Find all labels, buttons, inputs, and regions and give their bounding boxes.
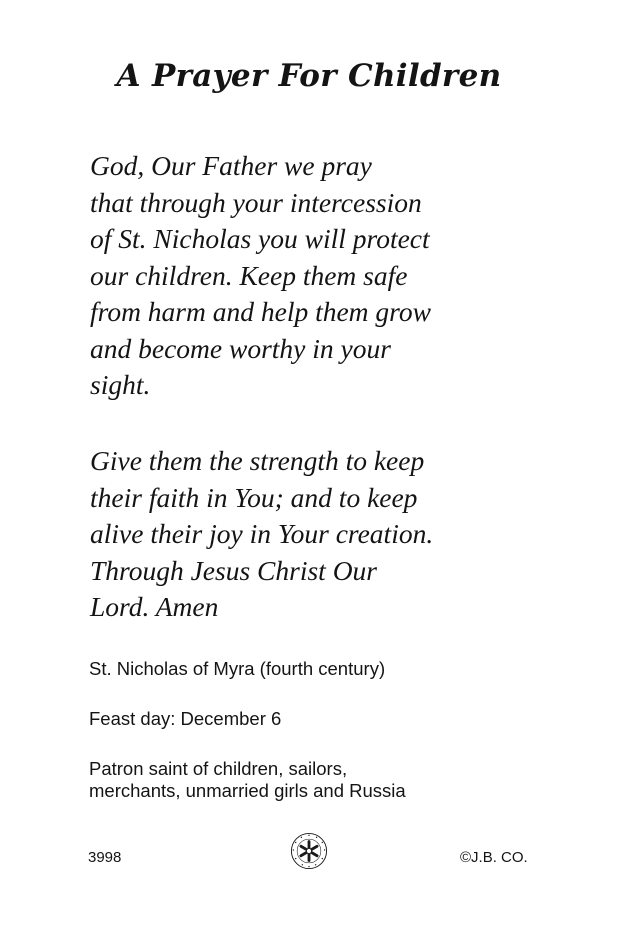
prayer-line: sight. bbox=[90, 369, 151, 400]
saint-name: St. Nicholas of Myra (fourth century) bbox=[89, 658, 386, 679]
prayer-line: alive their joy in Your creation. bbox=[90, 518, 434, 549]
prayer-line: of St. Nicholas you will protect bbox=[90, 223, 430, 254]
item-code: 3998 bbox=[88, 849, 122, 866]
prayer-line: Through Jesus Christ Our bbox=[90, 554, 378, 586]
patronage-line: Patron saint of children, sailors, bbox=[89, 758, 348, 779]
copyright-notice: ©J.B. CO. bbox=[460, 849, 528, 866]
prayer-paragraph-2 bbox=[90, 443, 433, 626]
prayer-line: and become worthy in your bbox=[90, 332, 391, 364]
patronage bbox=[89, 758, 406, 802]
prayer-line: their faith in You; and to keep bbox=[90, 481, 418, 513]
prayer-line: God, Our Father we pray bbox=[90, 150, 372, 181]
prayer-title: A Prayer For Children bbox=[116, 58, 502, 94]
prayer-line: Lord. Amen bbox=[90, 591, 219, 622]
prayer-line: Give them the strength to keep bbox=[90, 445, 425, 476]
prayer-line: that through your intercession bbox=[90, 186, 422, 218]
patronage-line: merchants, unmarried girls and Russia bbox=[89, 780, 406, 801]
feast-day: Feast day: December 6 bbox=[89, 708, 282, 729]
prayer-paragraph-1 bbox=[90, 148, 431, 404]
prayer-line: our children. Keep them safe bbox=[90, 259, 408, 291]
prayer-line: from harm and help them grow bbox=[90, 296, 431, 327]
made-in-usa-seal-icon bbox=[290, 832, 328, 870]
